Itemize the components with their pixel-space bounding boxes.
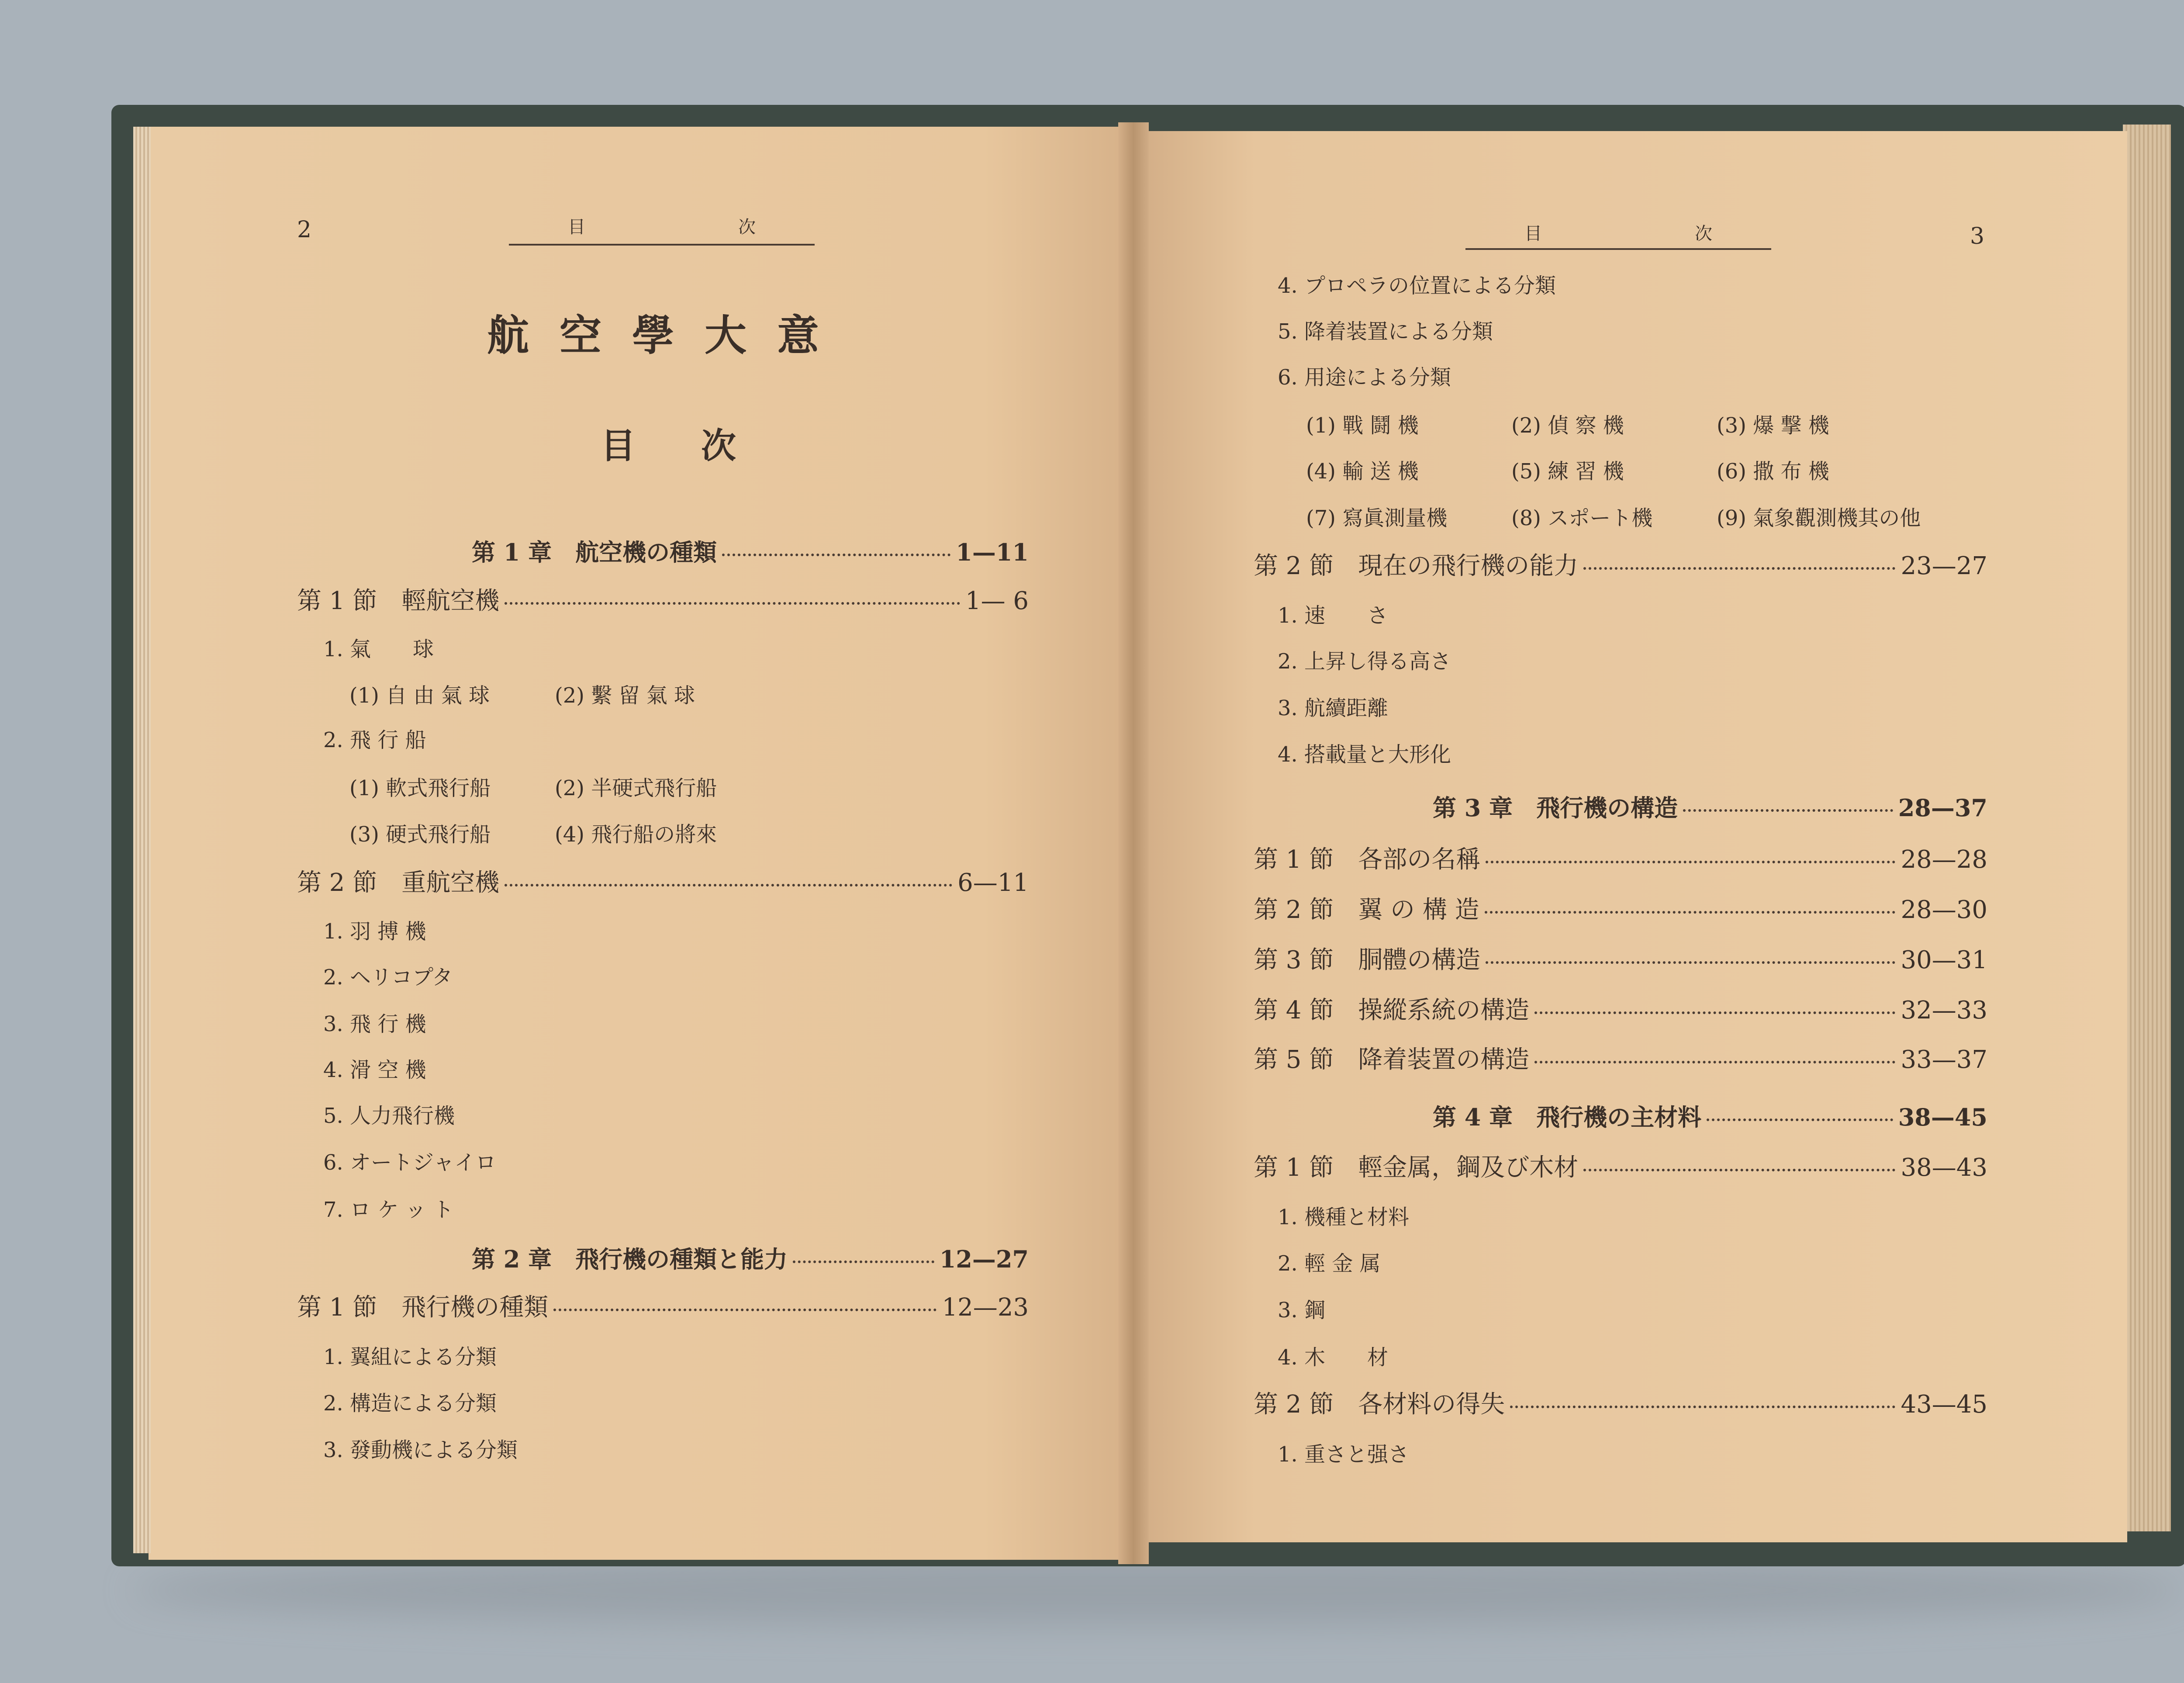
toc-section-light-metals[interactable]: 第 1 節 輕金属，鋼及び木材 38—43 [1254,1153,1987,1182]
toc-item[interactable]: 2. 飛 行 船 [323,728,426,752]
toc-section-control-system[interactable]: 第 4 節 操縱系統の構造 32—33 [1254,996,1987,1025]
toc-section-wing-structure[interactable]: 第 2 節 翼 の 構 造 28—30 [1254,896,1987,924]
toc-chapter-3[interactable]: 第 3 章 飛行機の構造 28—37 [1433,794,1987,822]
page-edges-right [2123,125,2171,1531]
toc-section-performance[interactable]: 第 2 節 現在の飛行機の能力 23—27 [1254,552,1987,580]
toc-item[interactable]: 3. 飛 行 機 [323,1012,426,1036]
toc-item[interactable]: 6. オートジャイロ [323,1150,497,1175]
left-page-number: 2 [297,217,312,243]
toc-item[interactable]: 2. 上昇し得る高さ [1278,649,1451,674]
toc-subitem[interactable]: (3) 硬式飛行船 [349,822,491,847]
toc-item[interactable]: 1. 氣 球 [323,637,434,661]
running-head-right-2: 次 [1695,224,1713,244]
running-head-right-1: 目 [1524,224,1543,244]
toc-item[interactable]: 1. 翼組による分類 [323,1345,497,1369]
toc-item[interactable]: 1. 重さと强さ [1278,1442,1410,1467]
toc-item[interactable]: 4. 搭載量と大形化 [1278,742,1451,767]
toc-subitem[interactable]: (2) 繫 留 氣 球 [555,683,695,708]
toc-title: 目次 [601,425,802,466]
toc-subitem[interactable]: (1) 軟式飛行船 [349,776,491,800]
toc-item[interactable]: 3. 航續距離 [1278,696,1389,720]
toc-item[interactable]: 2. 輕 金 属 [1278,1251,1381,1276]
running-head-rule-left [509,244,815,246]
toc-subitem[interactable]: (8) スポート機 [1511,506,1653,530]
toc-item[interactable]: 7. ロ ケ ッ ト [323,1198,454,1222]
right-page-number: 3 [1970,223,1985,249]
toc-section-light-aircraft[interactable]: 第 1 節 輕航空機 1— 6 [297,587,1029,615]
toc-item[interactable]: 1. 機種と材料 [1278,1205,1410,1229]
toc-subitem[interactable]: (1) 戰 鬪 機 [1306,413,1419,438]
toc-chapter-2[interactable]: 第 2 章 飛行機の種類と能力 12—27 [472,1245,1029,1273]
toc-subitem[interactable]: (1) 自 由 氣 球 [349,683,490,708]
toc-section-heavy-aircraft[interactable]: 第 2 節 重航空機 6—11 [297,869,1029,897]
toc-subitem[interactable]: (2) 半硬式飛行船 [555,776,717,800]
book-spine-gutter [1118,122,1149,1564]
running-head-left-1: 目 [568,217,586,237]
toc-item[interactable]: 3. 發動機による分類 [323,1438,518,1462]
toc-section-aircraft-types[interactable]: 第 1 節 飛行機の種類 12—23 [297,1293,1029,1322]
toc-subitem[interactable]: (9) 氣象觀測機其の他 [1717,506,1921,530]
toc-item[interactable]: 4. 木 材 [1278,1345,1389,1370]
toc-subitem[interactable]: (7) 寫眞測量機 [1306,506,1448,530]
toc-subitem[interactable]: (6) 撒 布 機 [1717,459,1829,484]
toc-subitem[interactable]: (5) 練 習 機 [1511,459,1624,484]
running-head-rule-right [1465,248,1771,250]
toc-item[interactable]: 1. 速 さ [1278,603,1389,628]
toc-item[interactable]: 5. 降着装置による分類 [1278,319,1493,344]
toc-section-landing-gear[interactable]: 第 5 節 降着装置の構造 33—37 [1254,1046,1987,1074]
page-edges-left [133,127,151,1553]
toc-item[interactable]: 2. 構造による分類 [323,1391,497,1416]
running-head-left-2: 次 [738,217,757,237]
toc-section-part-names[interactable]: 第 1 節 各部の名稱 28—28 [1254,845,1987,874]
toc-subitem[interactable]: (4) 輸 送 機 [1306,459,1419,484]
toc-subitem[interactable]: (2) 偵 察 機 [1511,413,1624,438]
toc-section-material-merits[interactable]: 第 2 節 各材料の得失 43—45 [1254,1390,1987,1419]
toc-chapter-1[interactable]: 第 1 章 航空機の種類 1—11 [472,538,1029,566]
toc-section-fuselage-structure[interactable]: 第 3 節 胴體の構造 30—31 [1254,946,1987,974]
toc-subitem[interactable]: (4) 飛行船の將來 [555,822,717,847]
toc-subitem[interactable]: (3) 爆 撃 機 [1717,413,1829,438]
toc-item[interactable]: 4. プロペラの位置による分類 [1278,274,1556,298]
toc-item[interactable]: 5. 人力飛行機 [323,1104,455,1128]
toc-chapter-4[interactable]: 第 4 章 飛行機の主材料 38—45 [1433,1103,1987,1131]
book-title: 航空學大意 [487,311,850,360]
toc-item[interactable]: 1. 羽 搏 機 [323,919,426,944]
toc-item[interactable]: 4. 滑 空 機 [323,1058,426,1082]
toc-item[interactable]: 6. 用途による分類 [1278,365,1451,390]
toc-item[interactable]: 2. ヘリコプタ [323,965,453,990]
toc-item[interactable]: 3. 鋼 [1278,1298,1326,1323]
